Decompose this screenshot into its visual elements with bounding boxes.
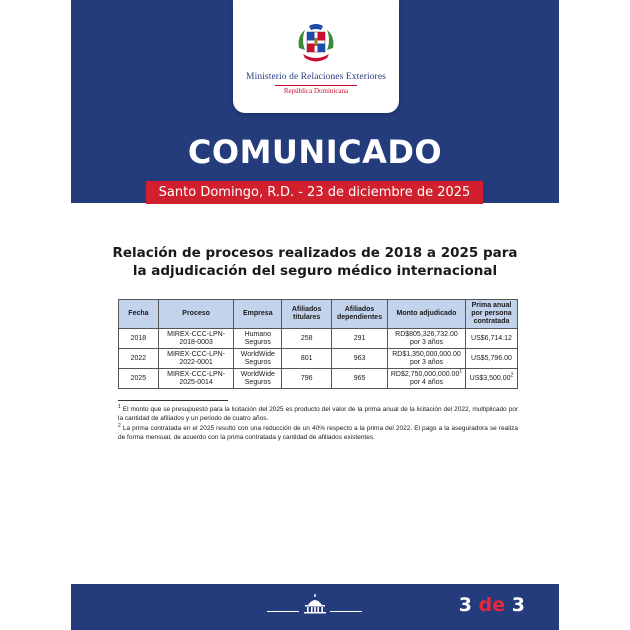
footnotes — [118, 403, 519, 444]
ministry-country: República Dominicana — [283, 87, 349, 95]
cell-monto — [388, 329, 466, 349]
cell-dependientes: 963 — [332, 349, 388, 369]
cell-empresa-part: Seguros — [244, 338, 271, 346]
cell-empresa-part: Seguros — [244, 358, 271, 366]
footnote-marker: 1 — [118, 403, 121, 410]
cell-monto-term: por 4 años — [409, 378, 444, 386]
header-titulares: Afiliados titulares — [282, 300, 332, 329]
footnote-text: El monto que se presupuestó para la licitación del 2025 es producto del valor de la prima anual de la licitación del 2022, multiplicado por la cantidad de afiliados y un periodo de cuatro años. — [118, 406, 519, 422]
footnote-2 — [118, 422, 518, 442]
cell-monto-amount: RD$1,350,000,000.00 — [392, 350, 461, 358]
cell-prima — [465, 369, 517, 389]
header-dependientes: Afiliados dependientes — [332, 300, 388, 329]
header-fecha: Fecha — [119, 300, 159, 329]
cell-monto-amount: RD$805,326,732.00 — [395, 330, 458, 338]
cell-proceso-part: 2022-0001 — [179, 358, 213, 366]
ministry-name: Ministerio de Relaciones Exteriores — [246, 72, 386, 82]
cell-empresa — [234, 349, 282, 369]
cell-fecha: 2025 — [119, 369, 159, 389]
cell-proceso-part: 2025-0014 — [179, 378, 213, 386]
header-empresa: Empresa — [234, 300, 282, 329]
cell-empresa — [234, 329, 282, 349]
cell-monto-term: por 3 años — [409, 338, 444, 346]
document-heading-line-1: Relación de procesos realizados de 2018 a 2025 para — [112, 245, 518, 261]
page-current: 3 — [458, 594, 473, 616]
cell-monto — [388, 349, 466, 369]
header-band — [71, 0, 559, 203]
footnote-text: La prima contratada en el 2025 resultó con una reducción de un 40% respecto a la prima del 2022. El pago a la aseguradora se realiza de forma mensual, de acuerdo con la prima contratada y cantidad de afiliados existentes. — [118, 425, 518, 441]
coat-of-arms-icon — [295, 22, 337, 68]
cell-proceso — [158, 369, 234, 389]
cell-proceso-part: MIREX-CCC-LPN- — [167, 350, 226, 358]
cell-proceso — [158, 349, 234, 369]
footer-divider-right — [330, 611, 362, 612]
header-monto: Monto adjudicado — [388, 300, 466, 329]
cell-empresa-part: Seguros — [244, 378, 271, 386]
cell-proceso-part: MIREX-CCC-LPN- — [167, 370, 226, 378]
date-banner: Santo Domingo, R.D. - 23 de diciembre de 2025 — [146, 181, 483, 204]
cell-empresa-part: WorldWide — [240, 370, 275, 378]
cell-titulares: 258 — [282, 329, 332, 349]
cell-proceso-part: MIREX-CCC-LPN- — [167, 330, 226, 338]
page-counter — [455, 594, 525, 616]
cell-empresa-part: Humano — [244, 330, 272, 338]
cell-titulares: 796 — [282, 369, 332, 389]
table-header-row — [119, 300, 518, 329]
cell-fecha: 2018 — [119, 329, 159, 349]
table-row — [119, 329, 518, 349]
footnote-ref-1[interactable]: 1 — [459, 368, 463, 375]
communique-page — [71, 0, 559, 630]
cell-titulares: 801 — [282, 349, 332, 369]
table-row — [119, 369, 518, 389]
page-of: de — [478, 594, 506, 616]
cell-empresa — [234, 369, 282, 389]
footnote-1 — [118, 403, 519, 423]
cell-prima: US$5,796.00 — [465, 349, 517, 369]
footnote-ref-2[interactable]: 2 — [510, 372, 514, 379]
page-total: 3 — [511, 594, 525, 616]
page-title: COMUNICADO — [187, 133, 443, 171]
document-heading — [91, 244, 539, 280]
cell-dependientes: 291 — [332, 329, 388, 349]
cell-prima-value: US$3,500.00 — [469, 374, 511, 382]
footnote-divider — [118, 400, 228, 401]
cell-proceso — [158, 329, 234, 349]
cell-monto-term: por 3 años — [409, 358, 444, 366]
table-row — [119, 349, 518, 369]
national-palace-icon — [302, 594, 328, 614]
header-proceso: Proceso — [158, 300, 234, 329]
ministry-logo-card — [233, 0, 399, 113]
footnote-marker: 2 — [118, 422, 121, 429]
ministry-divider — [275, 85, 357, 86]
cell-empresa-part: WorldWide — [240, 350, 275, 358]
cell-monto — [388, 369, 466, 389]
cell-dependientes: 965 — [332, 369, 388, 389]
header-prima: Prima anual por persona contratada — [465, 300, 517, 329]
footer-band — [71, 584, 559, 630]
cell-prima: US$6,714.12 — [465, 329, 517, 349]
insurance-processes-table — [118, 299, 518, 389]
document-heading-line-2: la adjudicación del seguro médico internacional — [132, 263, 498, 279]
cell-proceso-part: 2018-0003 — [179, 338, 213, 346]
footer-divider-left — [267, 611, 299, 612]
cell-monto-amount: RD$2,750,000,000.00 — [390, 370, 460, 378]
cell-fecha: 2022 — [119, 349, 159, 369]
